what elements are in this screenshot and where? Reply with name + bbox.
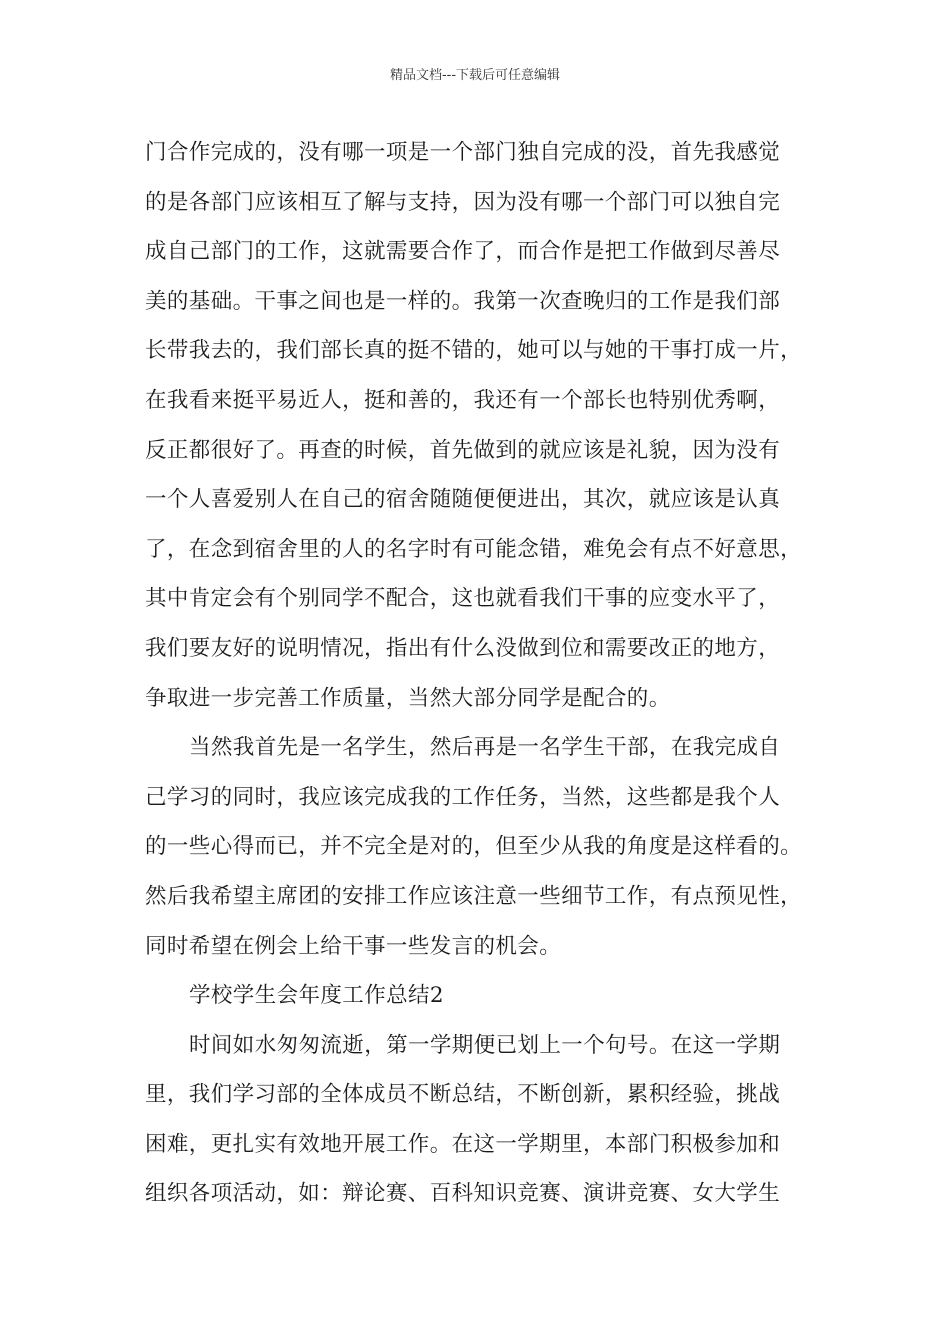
text-line: 美的基础。干事之间也是一样的。我第一次查晚归的工作是我们部 — [145, 288, 781, 314]
text-line: 门合作完成的，没有哪一项是一个部门独自完成的没，首先我感觉 — [145, 140, 781, 165]
text-line: 然后我希望主席团的安排工作应该注意一些细节工作，有点预见性， — [145, 883, 803, 909]
text-line: 的是各部门应该相互了解与支持，因为没有哪一个部门可以独自完 — [145, 189, 781, 215]
text-line: 其中肯定会有个别同学不配合，这也就看我们干事的应变水平了， — [145, 586, 781, 612]
text-line: 反正都很好了。再查的时候，首先做到的就应该是礼貌，因为没有 — [145, 437, 781, 463]
text-line: 组织各项活动，如：辩论赛、百科知识竞赛、演讲竞赛、女大学生 — [145, 1181, 781, 1207]
text-line: 成自己部门的工作，这就需要合作了，而合作是把工作做到尽善尽 — [145, 239, 781, 265]
text-line: 争取进一步完善工作质量，当然大部分同学是配合的。 — [145, 685, 671, 711]
page-header: 精品文档---下载后可任意编辑 — [389, 68, 561, 83]
text-line: 同时希望在例会上给干事一些发言的机会。 — [145, 933, 562, 959]
text-line: 当然我首先是一名学生，然后再是一名学生干部，在我完成自 — [189, 735, 781, 761]
text-line: 的一些心得而已，并不完全是对的，但至少从我的角度是这样看的。 — [145, 834, 803, 860]
text-line: 己学习的同时，我应该完成我的工作任务，当然，这些都是我个人 — [145, 784, 781, 810]
text-line: 一个人喜爱别人在自己的宿舍随随便便进出，其次，就应该是认真 — [145, 487, 781, 513]
text-line: 在我看来挺平易近人，挺和善的，我还有一个部长也特别优秀啊， — [145, 387, 781, 413]
text-line: 我们要友好的说明情况，指出有什么没做到位和需要改正的地方， — [145, 635, 781, 661]
text-line: 学校学生会年度工作总结2 — [189, 983, 444, 1009]
text-line: 困难，更扎实有效地开展工作。在这一学期里，本部门积极参加和 — [145, 1131, 781, 1157]
document-body — [145, 128, 825, 1219]
text-line: 了，在念到宿舍里的人的名字时有可能念错，难免会有点不好意思， — [145, 536, 803, 562]
text-line: 里，我们学习部的全体成员不断总结，不断创新，累积经验，挑战 — [145, 1082, 781, 1108]
text-line: 长带我去的，我们部长真的挺不错的，她可以与她的干事打成一片， — [145, 338, 803, 364]
text-line: 时间如水匆匆流逝，第一学期便已划上一个句号。在这一学期 — [189, 1032, 781, 1058]
